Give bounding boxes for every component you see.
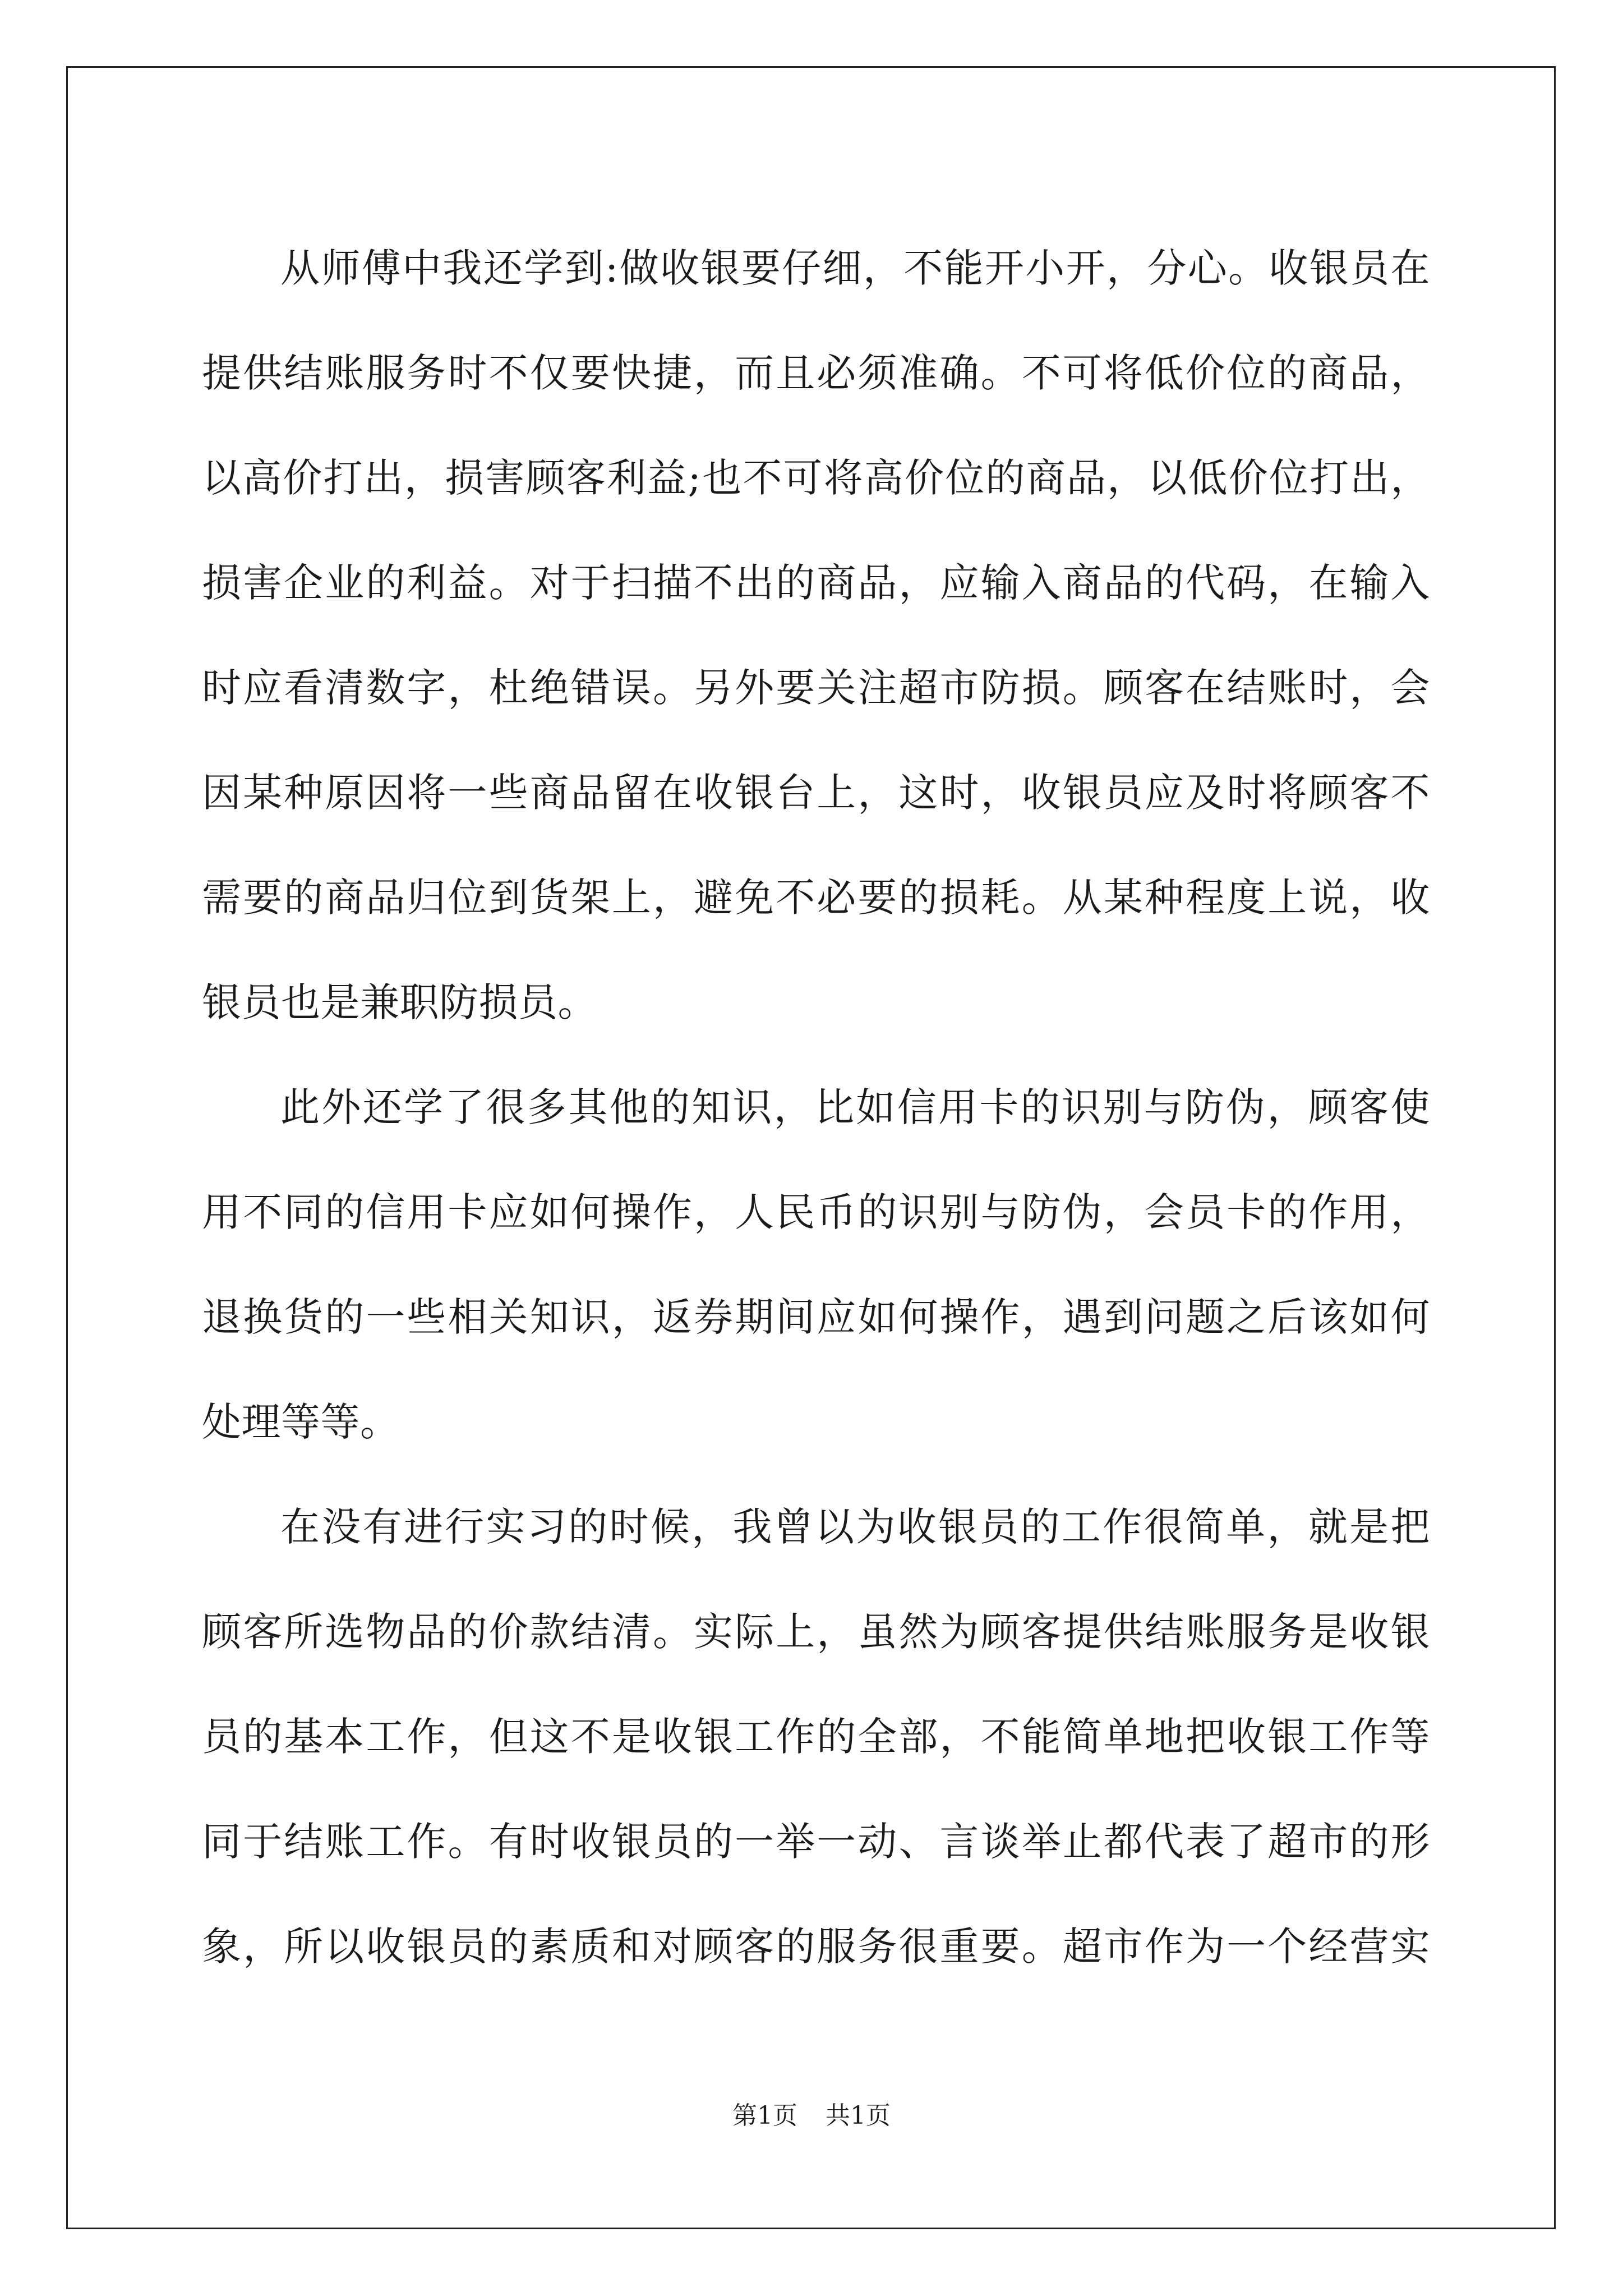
text-line: 处理等等。	[202, 1399, 400, 1445]
text-line: 提供结账服务时不仅要快捷，而且必须准确。不可将低价位的商品，	[202, 350, 1430, 396]
paragraph-3	[202, 1475, 1430, 1999]
paragraph-2	[202, 1055, 1430, 1475]
text-line: 顾客所选物品的价款结清。实际上，虽然为顾客提供结账服务是收银	[202, 1609, 1430, 1655]
text-line: 以高价打出，损害顾客利益;也不可将高价位的商品，以低价位打出，	[202, 455, 1430, 501]
text-line: 象，所以收银员的素质和对顾客的服务很重要。超市作为一个经营实	[202, 1924, 1430, 1970]
text-line: 同于结账工作。有时收银员的一举一动、言谈举止都代表了超市的形	[202, 1819, 1430, 1865]
page-number: 第1页	[732, 2101, 797, 2130]
text-line: 时应看清数字，杜绝错误。另外要关注超市防损。顾客在结账时，会	[202, 665, 1430, 711]
document-body	[202, 216, 1430, 1999]
text-line: 此外还学了很多其他的知识，比如信用卡的识别与防伪，顾客使	[280, 1084, 1430, 1130]
text-line: 因某种原因将一些商品留在收银台上，这时，收银员应及时将顾客不	[202, 770, 1430, 816]
text-line: 银员也是兼职防损员。	[202, 979, 597, 1025]
paragraph-1	[202, 216, 1430, 1055]
text-line: 用不同的信用卡应如何操作，人民币的识别与防伪，会员卡的作用，	[202, 1189, 1430, 1235]
text-line: 需要的商品归位到货架上，避免不必要的损耗。从某种程度上说，收	[202, 875, 1430, 921]
page-total: 共1页	[826, 2101, 891, 2130]
text-line: 损害企业的利益。对于扫描不出的商品，应输入商品的代码，在输入	[202, 560, 1430, 606]
text-line: 员的基本工作，但这不是收银工作的全部，不能简单地把收银工作等	[202, 1714, 1430, 1760]
page-footer	[0, 2095, 1623, 2131]
text-line: 退换货的一些相关知识，返券期间应如何操作，遇到问题之后该如何	[202, 1294, 1430, 1340]
text-line: 在没有进行实习的时候，我曾以为收银员的工作很简单，就是把	[280, 1504, 1430, 1550]
text-line: 从师傅中我还学到:做收银要仔细，不能开小开，分心。收银员在	[280, 245, 1430, 291]
